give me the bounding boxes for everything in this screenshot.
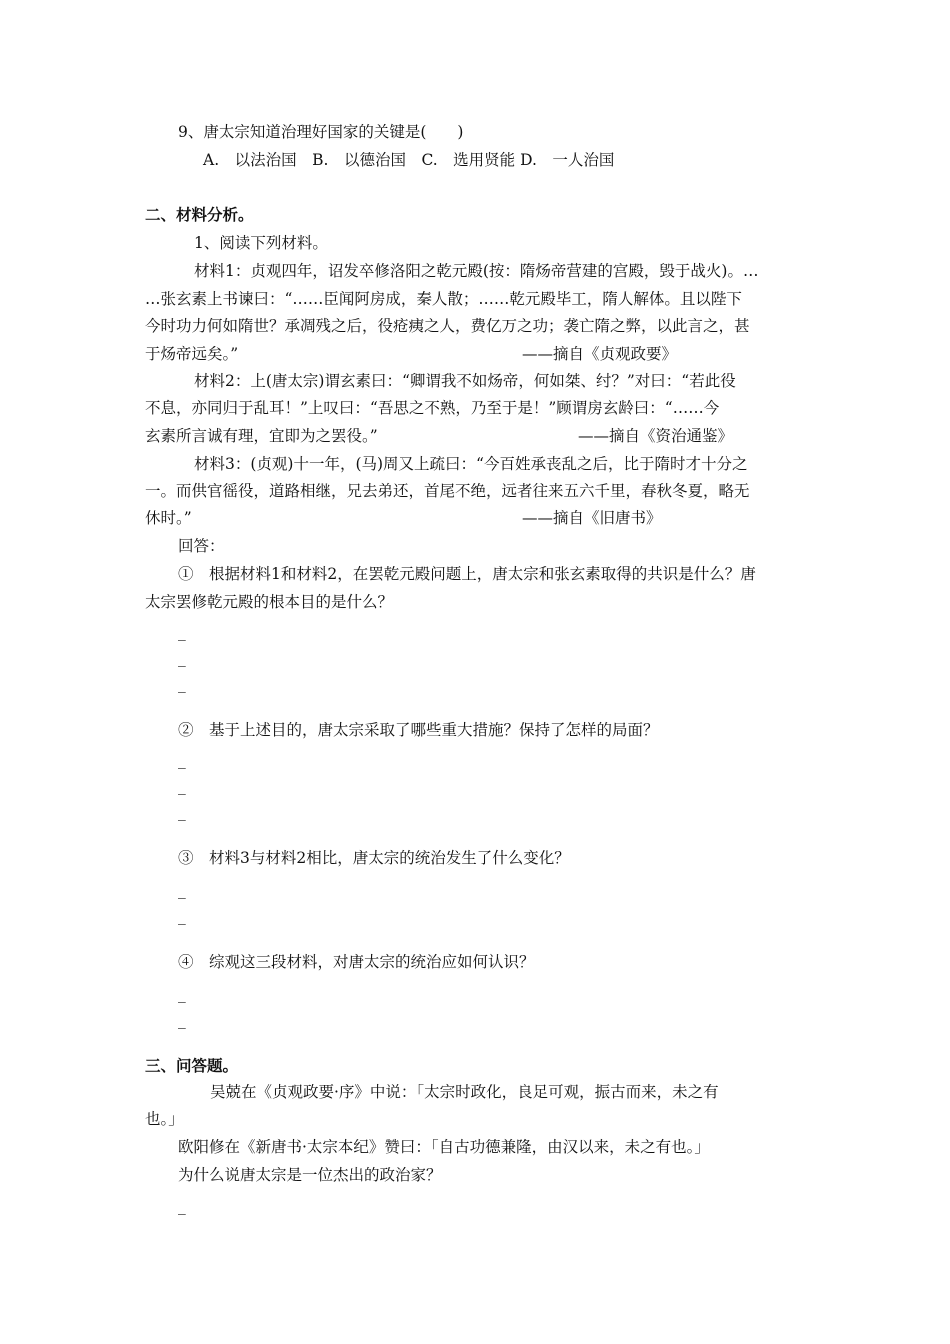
answer-blank[interactable]: _	[178, 649, 186, 667]
section-2-title: 二、材料分析。	[145, 206, 254, 224]
answer-blank[interactable]: _	[178, 1197, 186, 1215]
question-b: ② 基于上述目的，唐太宗采取了哪些重大措施？保持了怎样的局面？	[178, 721, 659, 739]
answer-blank[interactable]: _	[178, 985, 186, 1003]
section-3-title: 三、问答题。	[145, 1057, 239, 1075]
material-2-line-3: 玄素所言诚有理，宜即为之罢役。”	[145, 427, 378, 445]
section-3-question: 为什么说唐太宗是一位杰出的政治家？	[178, 1166, 442, 1184]
question-a-line-2: 太宗罢修乾元殿的根本目的是什么？	[145, 593, 394, 611]
answer-blank[interactable]: _	[178, 803, 186, 821]
material-3-line-2: 一。而供官徭役，道路相继，兄去弟还，首尾不绝，远者往来五六千里，春秋冬夏，略无	[145, 482, 750, 500]
q9-stem: 9、唐太宗知道治理好国家的关键是( )	[178, 123, 464, 141]
question-d: ④ 综观这三段材料，对唐太宗的统治应如何认识？	[178, 953, 535, 971]
wu-jing-quote-line-1: 吴兢在《贞观政要·序》中说：「太宗时政化，良足可观，振古而来，未之有	[210, 1083, 719, 1101]
material-2-source: ——摘自《资治通鉴》	[578, 427, 734, 445]
material-2-line-1: 材料2：上(唐太宗)谓玄素曰：“卿谓我不如炀帝，何如桀、纣？”对曰：“若此役	[194, 372, 736, 390]
answer-blank[interactable]: _	[178, 1011, 186, 1029]
wu-jing-quote-line-2: 也。」	[145, 1110, 184, 1128]
material-1-line-3: 今时功力何如隋世？承凋残之后，役疮痍之人，费亿万之功；袭亡隋之弊，以此言之，甚	[145, 317, 750, 335]
material-3-source: ——摘自《旧唐书》	[522, 509, 662, 527]
answer-blank[interactable]: _	[178, 751, 186, 769]
material-1-line-1: 材料1：贞观四年，诏发卒修洛阳之乾元殿(按：隋炀帝营建的宫殿，毁于战火)。…	[194, 262, 759, 280]
question-a-line-1: ① 根据材料1和材料2，在罢乾元殿问题上，唐太宗和张玄素取得的共识是什么？唐	[178, 565, 756, 583]
material-1-line-2: …张玄素上书谏曰：“……臣闻阿房成，秦人散；……乾元殿毕工，隋人解体。且以陛下	[145, 290, 742, 308]
q1-intro: 1、阅读下列材料。	[194, 234, 328, 252]
answer-blank[interactable]: _	[178, 675, 186, 693]
material-2-line-2: 不息，亦同归于乱耳！”上叹曰：“吾思之不熟，乃至于是！”顾谓房玄龄曰：“……今	[145, 399, 720, 417]
ouyang-xiu-quote: 欧阳修在《新唐书·太宗本纪》赞曰：「自古功德兼隆，由汉以来，未之有也。」	[178, 1138, 710, 1156]
material-1-line-4: 于炀帝远矣。”	[145, 345, 239, 363]
material-1-source: ——摘自《贞观政要》	[522, 345, 678, 363]
question-c: ③ 材料3与材料2相比，唐太宗的统治发生了什么变化？	[178, 849, 570, 867]
answer-blank[interactable]: _	[178, 777, 186, 795]
answer-label: 回答：	[178, 537, 225, 555]
material-3-line-1: 材料3：(贞观)十一年，(马)周又上疏曰：“今百姓承丧乱之后，比于隋时才十分之	[194, 455, 748, 473]
answer-blank[interactable]: _	[178, 623, 186, 641]
answer-blank[interactable]: _	[178, 907, 186, 925]
answer-blank[interactable]: _	[178, 881, 186, 899]
material-3-line-3: 休时。”	[145, 509, 192, 527]
q9-options: A. 以法治国 B. 以德治国 C. 选用贤能 D. 一人治国	[203, 151, 615, 169]
